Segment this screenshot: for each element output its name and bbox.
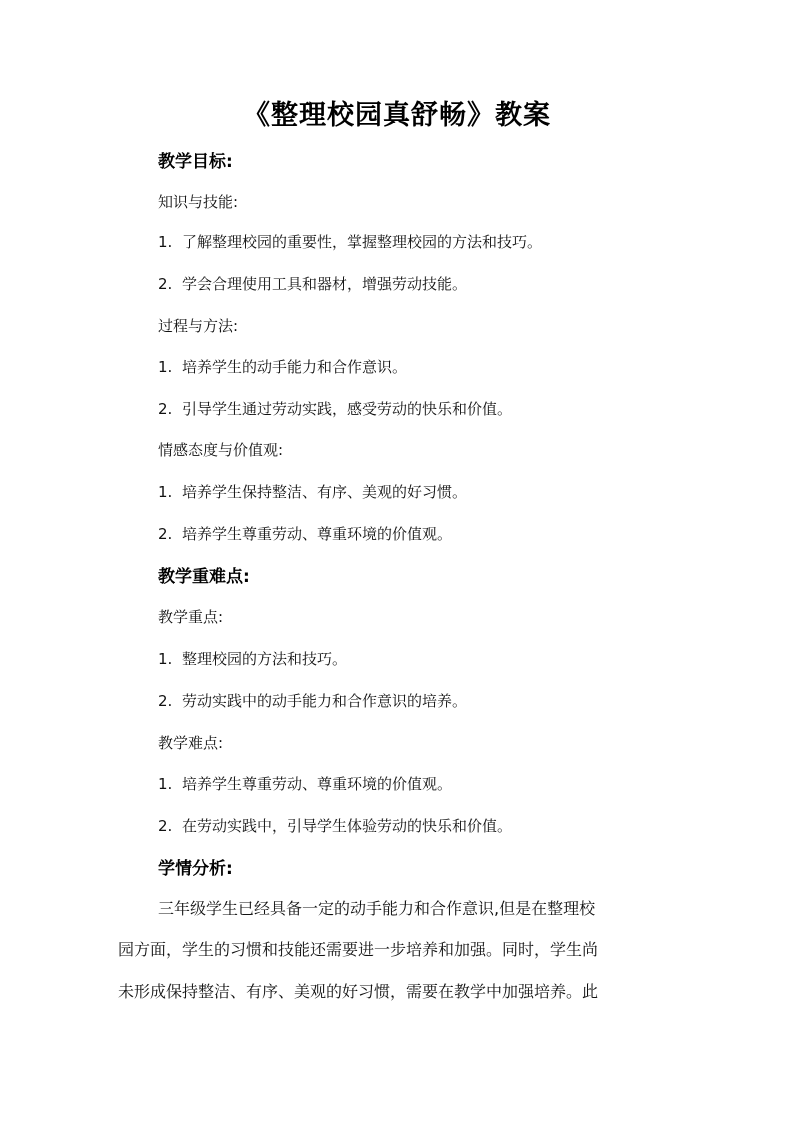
list-item: [158, 480, 467, 504]
item-number: 1.: [158, 483, 173, 501]
item-text: 学会合理使用工具和器材，增强劳动技能。: [182, 275, 468, 293]
label-teaching-difficulty: 教学难点:: [158, 734, 224, 752]
item-text: 引导学生通过劳动实践，感受劳动的快乐和价值。: [182, 400, 513, 418]
list-item: [158, 230, 542, 254]
paragraph-line: 未形成保持整洁、有序、美观的好习惯，需要在教学中加强培养。此: [118, 982, 599, 1001]
heading-student-analysis: 学情分析:: [158, 859, 233, 879]
item-text: 了解整理校园的重要性，掌握整理校园的方法和技巧。: [182, 233, 543, 251]
label-emotion-values: 情感态度与价值观:: [158, 441, 284, 459]
list-item: [158, 689, 467, 713]
label-knowledge-skills: 知识与技能:: [158, 193, 239, 211]
list-item: [158, 272, 467, 296]
list-item: [158, 647, 347, 671]
paragraph-line: 园方面，学生的习惯和技能还需要进一步培养和加强。同时，学生尚: [118, 940, 599, 959]
list-item: [158, 355, 407, 379]
label-process-methods: 过程与方法:: [158, 317, 239, 335]
item-number: 2.: [158, 400, 173, 418]
item-text: 整理校园的方法和技巧。: [182, 650, 348, 668]
list-item: [158, 814, 512, 838]
item-number: 2.: [158, 817, 173, 835]
list-item: [158, 522, 452, 546]
item-text: 培养学生尊重劳动、尊重环境的价值观。: [182, 775, 453, 793]
item-number: 1.: [158, 650, 173, 668]
item-text: 培养学生尊重劳动、尊重环境的价值观。: [182, 525, 453, 543]
item-text: 劳动实践中的动手能力和合作意识的培养。: [182, 692, 468, 710]
document-title: 《整理校园真舒畅》教案: [243, 100, 551, 131]
item-number: 2.: [158, 275, 173, 293]
item-number: 1.: [158, 233, 173, 251]
item-text: 培养学生的动手能力和合作意识。: [182, 358, 408, 376]
heading-key-difficult-points: 教学重难点:: [158, 567, 250, 587]
item-number: 1.: [158, 358, 173, 376]
list-item: [158, 772, 452, 796]
item-text: 在劳动实践中，引导学生体验劳动的快乐和价值。: [182, 817, 513, 835]
item-number: 2.: [158, 525, 173, 543]
item-text: 培养学生保持整洁、有序、美观的好习惯。: [182, 483, 468, 501]
list-item: [158, 397, 512, 421]
item-number: 2.: [158, 692, 173, 710]
label-teaching-focus: 教学重点:: [158, 608, 224, 626]
paragraph-line: 三年级学生已经具备一定的动手能力和合作意识,但是在整理校: [158, 899, 596, 918]
item-number: 1.: [158, 775, 173, 793]
heading-teaching-goals: 教学目标:: [158, 152, 233, 172]
